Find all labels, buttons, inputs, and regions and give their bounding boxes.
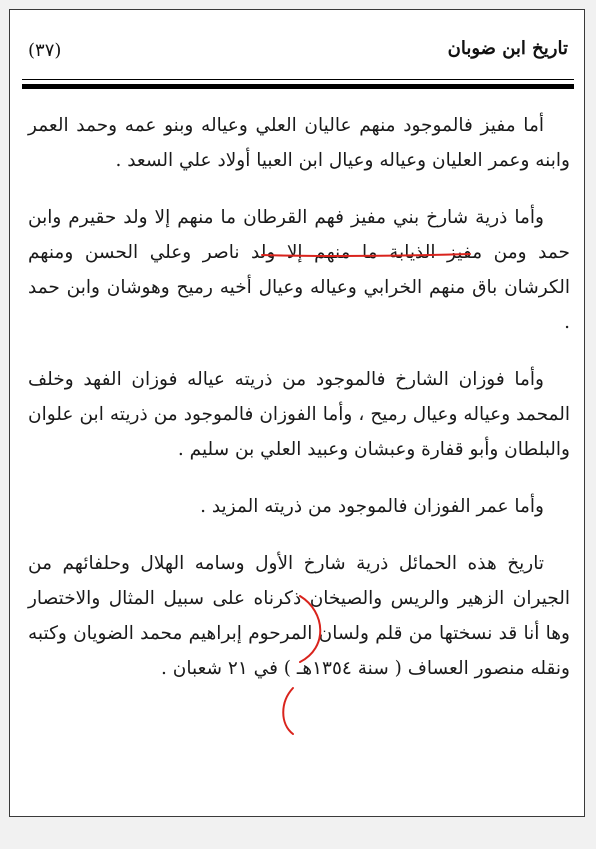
document-body [28,108,570,686]
paragraph-history: تاريخ هذه الحمائل ذرية شارخ الأول وسامه الهلال وحلفائهم من الجيران الزهير والريس والصيخان ذكرناه على سبيل المثال والاختصار وها أنا قد نسختها من قلم ولسان المرحوم إبراهيم محمد الضويان وكتبه ونقله منصور العساف ( سنة ١٣٥٤هـ ) في ٢١ شعبان . [28,553,570,679]
header-rule-thick [22,84,574,89]
page-header [22,30,574,70]
paragraph-fawzan: وأما فوزان الشارخ فالموجود من ذريته عياله فوزان الفهد وخلف المحمد وعياله وعيال رميح ، وأما الفوزان فالموجود من ذريته ابن علوان والبلطان وأبو قفارة وعبشان وعبيد العلي بن سليم . [28,369,570,460]
header-rule-thin [22,79,574,80]
page-number: (٣٧) [28,40,62,61]
paragraph-mufiz: أما مفيز فالموجود منهم عاليان العلي وعياله وبنو عمه وحمد العمر وابنه وعمر العليان وعياله وعيال ابن العبيا أولاد علي السعد . [28,115,570,171]
running-title: تاريخ ابن ضوبان [447,38,568,59]
paragraph-sharikh: وأما ذرية شارخ بني مفيز فهم القرطان ما منهم إلا ولد حقيرم وابن حمد ومن مفيز الذيابة ما منهم إلا ولد ناصر وعلي الحسن ومنهم الكرشان باق منهم الخرابي وعياله وعيال أخيه رميح وهوشان وابن حمد . [28,207,570,333]
paragraph-omar: وأما عمر الفوزان فالموجود من ذريته المزيد . [200,496,544,517]
